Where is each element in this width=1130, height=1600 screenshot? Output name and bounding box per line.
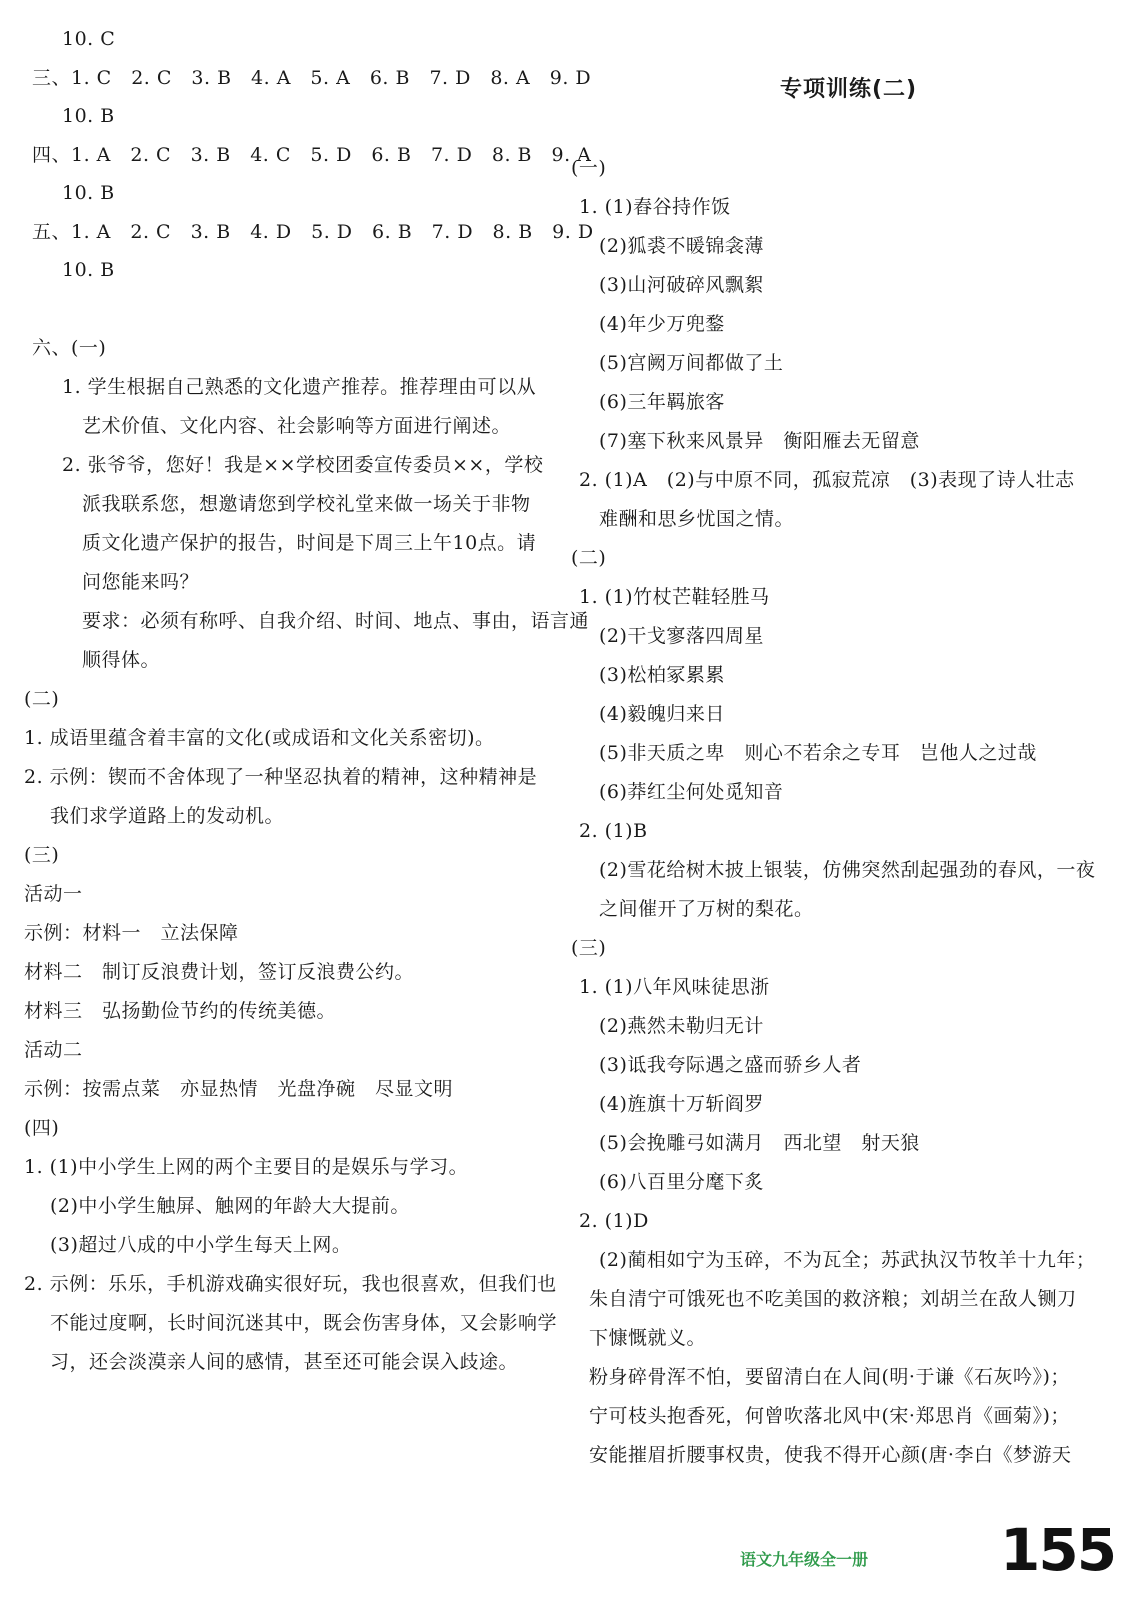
answer-line: 示例：按需点菜 亦显热情 光盘净碗 尽显文明 <box>24 1078 454 1100</box>
section-heading: (一) <box>571 157 607 179</box>
answer-line: 不能过度啊，长时间沉迷其中，既会伤害身体，又会影响学 <box>50 1312 558 1334</box>
answer-line: (4)年少万兜鍪 <box>599 313 725 335</box>
answer-line: 活动一 <box>24 883 83 905</box>
answer-line: 2. (1)B <box>579 820 648 842</box>
answer-line: 五、1. A 2. C 3. B 4. D 5. D 6. B 7. D 8. B 9. D <box>32 221 594 243</box>
answer-line: 问您能来吗？ <box>82 571 200 593</box>
answer-line: 之间催开了万树的梨花。 <box>599 898 814 920</box>
answer-line: (3)超过八成的中小学生每天上网。 <box>50 1234 352 1256</box>
answer-line: (2)燕然未勒归无计 <box>599 1015 764 1037</box>
answer-line: (2)狐裘不暖锦衾薄 <box>599 235 764 257</box>
section-heading: (四) <box>24 1117 60 1139</box>
answer-line: 10. B <box>62 259 115 281</box>
answer-line: 材料三 弘扬勤俭节约的传统美德。 <box>24 1000 337 1022</box>
answer-line: (4)旌旗十万斩阎罗 <box>599 1093 764 1115</box>
answer-line: 艺术价值、文化内容、社会影响等方面进行阐述。 <box>82 415 512 437</box>
answer-line: 下慷慨就义。 <box>589 1327 707 1349</box>
answer-line: 2. 张爷爷，您好！我是××学校团委宣传委员××，学校 <box>62 454 544 476</box>
section-heading: (二) <box>24 688 60 710</box>
answer-line: 派我联系您，想邀请您到学校礼堂来做一场关于非物 <box>82 493 531 515</box>
answer-line: (2)中小学生触屏、触网的年龄大大提前。 <box>50 1195 410 1217</box>
answer-line: 2. 示例：锲而不舍体现了一种坚忍执着的精神，这种精神是 <box>24 766 538 788</box>
answer-line: 1. (1)中小学生上网的两个主要目的是娱乐与学习。 <box>24 1156 469 1178</box>
answer-line: 1. 成语里蕴含着丰富的文化(或成语和文化关系密切)。 <box>24 727 495 749</box>
answer-line: 材料二 制订反浪费计划，签订反浪费公约。 <box>24 961 415 983</box>
answer-line: (2)雪花给树木披上银装，仿佛突然刮起强劲的春风，一夜 <box>599 859 1096 881</box>
answer-line: (2)蔺相如宁为玉碎，不为瓦全；苏武执汉节牧羊十九年； <box>599 1249 1096 1271</box>
answer-line: (7)塞下秋来风景异 衡阳雁去无留意 <box>599 430 920 452</box>
answer-line: 安能摧眉折腰事权贵，使我不得开心颜(唐·李白《梦游天 <box>589 1444 1072 1466</box>
answer-line: 2. (1)A (2)与中原不同，孤寂荒凉 (3)表现了诗人壮志 <box>579 469 1075 491</box>
answer-line: 要求：必须有称呼、自我介绍、时间、地点、事由，语言通 <box>82 610 590 632</box>
answer-line: (3)松柏冢累累 <box>599 664 725 686</box>
section-heading: 六、(一) <box>32 337 107 359</box>
answer-line: 难酬和思乡忧国之情。 <box>599 508 795 530</box>
answer-line: 四、1. A 2. C 3. B 4. C 5. D 6. B 7. D 8. B 9. A <box>32 144 592 166</box>
answer-line: (3)山河破碎风飘絮 <box>599 274 764 296</box>
answer-line: 我们求学道路上的发动机。 <box>50 805 285 827</box>
answer-line: (5)非天质之卑 则心不若余之专耳 岂他人之过哉 <box>599 742 1037 764</box>
answer-line: 顺得体。 <box>82 649 161 671</box>
answer-line: 1. 学生根据自己熟悉的文化遗产推荐。推荐理由可以从 <box>62 376 537 398</box>
answer-line: (3)诋我夸际遇之盛而骄乡人者 <box>599 1054 862 1076</box>
answer-line: 1. (1)竹杖芒鞋轻胜马 <box>579 586 770 608</box>
answer-line: 活动二 <box>24 1039 83 1061</box>
answer-line: 2. 示例：乐乐，手机游戏确实很好玩，我也很喜欢，但我们也 <box>24 1273 557 1295</box>
answer-line: 2. (1)D <box>579 1210 649 1232</box>
section-heading: (三) <box>571 937 607 959</box>
section-heading: (三) <box>24 844 60 866</box>
answer-line: 三、1. C 2. C 3. B 4. A 5. A 6. B 7. D 8. A 9. D <box>32 67 592 89</box>
answer-line: 10. B <box>62 105 115 127</box>
answer-line: 宁可枝头抱香死，何曾吹落北风中(宋·郑思肖《画菊》)； <box>589 1405 1070 1427</box>
page-number: 155 <box>1000 1516 1116 1584</box>
answer-line: (2)干戈寥落四周星 <box>599 625 764 647</box>
answer-line: (6)三年羁旅客 <box>599 391 725 413</box>
answer-line: (6)八百里分麾下炙 <box>599 1171 764 1193</box>
answer-line: 习，还会淡漠亲人间的感情，甚至还可能会误入歧途。 <box>50 1351 519 1373</box>
section-heading: (二) <box>571 547 607 569</box>
answer-line: 10. C <box>62 28 116 50</box>
answer-line: (6)莽红尘何处觅知音 <box>599 781 784 803</box>
page-title: 专项训练(二) <box>780 77 918 102</box>
answer-line: 10. B <box>62 182 115 204</box>
answer-line: 质文化遗产保护的报告，时间是下周三上午10点。请 <box>82 532 537 554</box>
answer-line: 示例：材料一 立法保障 <box>24 922 239 944</box>
answer-line: (5)宫阙万间都做了土 <box>599 352 784 374</box>
answer-line: (5)会挽雕弓如满月 西北望 射天狼 <box>599 1132 920 1154</box>
answer-line: 粉身碎骨浑不怕，要留清白在人间(明·于谦《石灰吟》)； <box>589 1366 1070 1388</box>
answer-line: 1. (1)八年风味徒思浙 <box>579 976 770 998</box>
book-footer: 语文九年级全一册 <box>740 1550 869 1569</box>
answer-line: (4)毅魄归来日 <box>599 703 725 725</box>
answer-line: 朱自清宁可饿死也不吃美国的救济粮；刘胡兰在敌人铡刀 <box>589 1288 1077 1310</box>
answer-line: 1. (1)舂谷持作饭 <box>579 196 731 218</box>
